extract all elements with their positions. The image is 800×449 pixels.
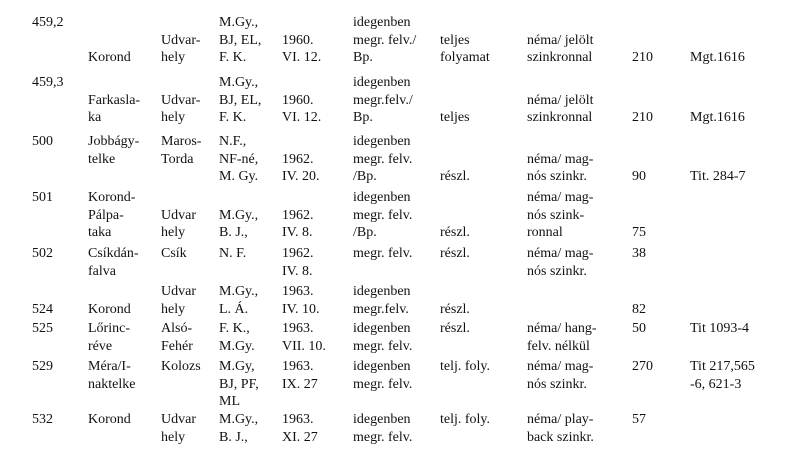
place-name: Jobbágy- telke: [88, 134, 140, 167]
date: 1963. VII. 10.: [282, 321, 326, 354]
length: 82: [632, 301, 646, 317]
item-number: 529: [32, 359, 53, 374]
item-number: 500: [32, 134, 53, 149]
recording-info: idegenben megr. felv.: [353, 321, 413, 354]
place-name: Korond: [88, 301, 131, 317]
collectors: M.Gy., BJ, EL, F. K.: [219, 75, 262, 125]
region: Udvar hely: [161, 412, 196, 445]
archive-ref: Tit 1093-4: [690, 321, 750, 336]
place-name: Lőrinc- réve: [88, 321, 130, 354]
sound-info: néma/ mag- nós szinkr.: [527, 246, 594, 279]
archive-ref: Tit. 284-7: [690, 169, 746, 184]
sound-info: néma/ mag- nós szink- ronnal: [527, 190, 594, 240]
recording-info: idegenben megr. felv./ Bp.: [353, 15, 417, 65]
length: 270: [632, 359, 653, 374]
extent: részl.: [440, 321, 470, 336]
date: 1962. IV. 8.: [282, 207, 314, 240]
sound-info: néma/ mag- nós szinkr.: [527, 359, 594, 392]
collectors: M.Gy, BJ, PF, ML: [219, 359, 259, 409]
region: Udvar hely: [161, 284, 196, 317]
extent: részl.: [440, 246, 470, 261]
length: 210: [632, 110, 653, 125]
date: 1960. VI. 12.: [282, 92, 322, 125]
length: 90: [632, 169, 646, 184]
extent: telj. foly.: [440, 412, 491, 427]
region: Udvar- hely: [161, 92, 201, 125]
place-name: Méra/I- naktelke: [88, 359, 136, 392]
recording-info: idegenben megr. felv. /Bp.: [353, 190, 413, 240]
length: 50: [632, 321, 646, 336]
sound-info: néma/ jelölt szinkronnal: [527, 92, 594, 125]
recording-info: idegenben megr. felv.: [353, 359, 413, 392]
place-name: Korond- Pálpa- taka: [88, 190, 136, 240]
collectors: M.Gy., B. J.,: [219, 207, 259, 240]
region: Udvar- hely: [161, 32, 201, 65]
item-number: 532: [32, 412, 53, 427]
archive-ref: Mgt.1616: [690, 50, 745, 65]
item-number: 459,2: [32, 15, 64, 30]
region: Udvar hely: [161, 207, 196, 240]
length: 75: [632, 225, 646, 240]
recording-info: idegenben megr. felv. /Bp.: [353, 134, 413, 184]
date: 1960. VI. 12.: [282, 32, 322, 65]
length: 210: [632, 50, 653, 65]
region: Maros- Torda: [161, 134, 202, 167]
collectors: M.Gy., L. Á.: [219, 284, 259, 317]
collectors: F. K., M.Gy.: [219, 321, 255, 354]
region: Kolozs: [161, 359, 201, 374]
item-number: 524: [32, 302, 53, 317]
sound-info: néma/ hang- felv. nélkül: [527, 321, 597, 354]
region: Csík: [161, 246, 187, 261]
item-number: 501: [32, 190, 53, 205]
recording-info: megr. felv.: [353, 246, 413, 261]
archive-ref: Mgt.1616: [690, 110, 745, 125]
collectors: N.F., NF-né, M. Gy.: [219, 134, 259, 184]
extent: telj. foly.: [440, 359, 491, 374]
collectors: M.Gy., B. J.,: [219, 412, 259, 445]
sound-info: néma/ play- back szinkr.: [527, 412, 594, 445]
length: 38: [632, 246, 646, 261]
archive-ref: Tit 217,565 -6, 621-3: [690, 359, 755, 392]
region: Alsó- Fehér: [161, 321, 193, 354]
date: 1962. IV. 20.: [282, 151, 320, 184]
place-name: Korond: [88, 50, 131, 65]
extent: részl.: [440, 169, 470, 184]
sound-info: néma/ jelölt szinkronnal: [527, 32, 594, 65]
extent: teljes folyamat: [440, 32, 490, 65]
recording-info: idegenben megr.felv.: [353, 284, 411, 317]
place-name: Korond: [88, 412, 131, 427]
item-number: 502: [32, 246, 53, 261]
place-name: Csíkdán- falva: [88, 246, 139, 279]
collectors: N. F.: [219, 246, 247, 261]
extent: részl.: [440, 301, 470, 317]
item-number: 459,3: [32, 75, 64, 90]
extent: teljes: [440, 110, 470, 125]
place-name: Farkasla- ka: [88, 92, 141, 125]
date: 1963. IX. 27: [282, 359, 318, 392]
recording-info: idegenben megr.felv./ Bp.: [353, 75, 413, 125]
date: 1963. IV. 10.: [282, 284, 320, 317]
item-number: 525: [32, 321, 53, 336]
recording-info: idegenben megr. felv.: [353, 412, 413, 445]
extent: részl.: [440, 225, 470, 240]
date: 1963. XI. 27: [282, 412, 318, 445]
date: 1962. IV. 8.: [282, 246, 314, 279]
length: 57: [632, 412, 646, 427]
sound-info: néma/ mag- nós szinkr.: [527, 151, 594, 184]
collectors: M.Gy., BJ, EL, F. K.: [219, 15, 262, 65]
